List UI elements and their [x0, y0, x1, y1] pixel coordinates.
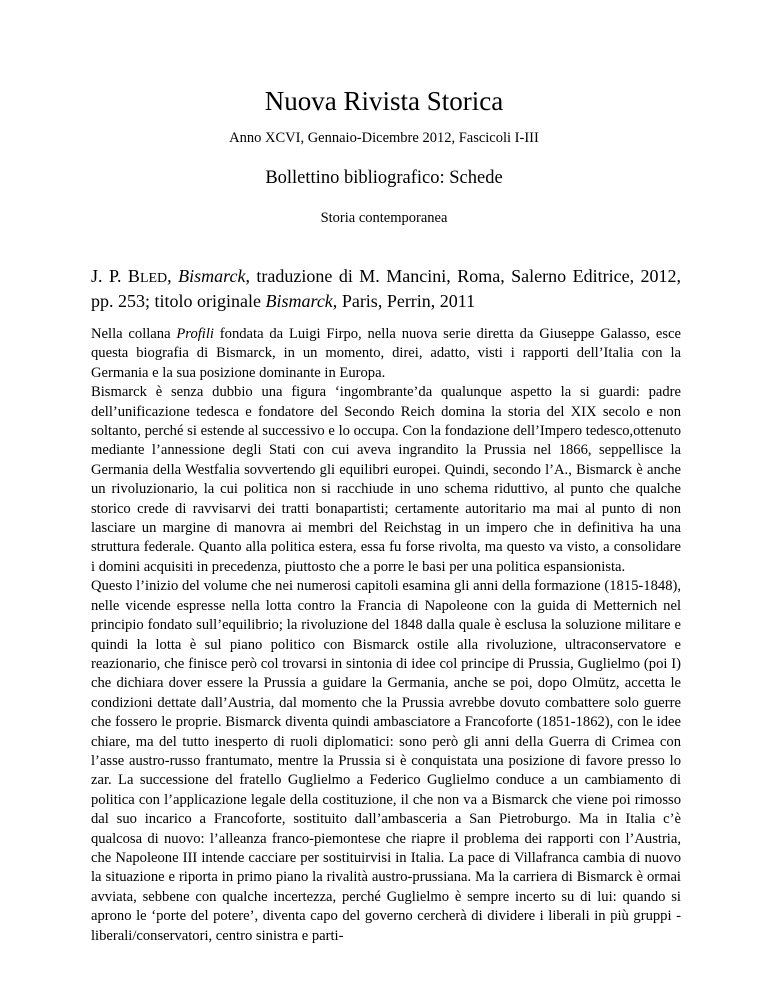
review-body	[91, 325, 681, 946]
author-surname-smallcaps: LED	[139, 271, 168, 286]
paragraph-1	[91, 325, 681, 383]
subsection-title: Storia contemporanea	[320, 210, 448, 226]
section-title: Bollettino bibliografico: Schede	[265, 168, 503, 188]
paragraph-1-text-a: Nella collana	[91, 326, 177, 342]
citation-separator: ,	[167, 266, 179, 286]
original-title: Bismarck,	[265, 291, 338, 311]
paragraph-3: Questo l’inizio del volume che nei numerosi capitoli esamina gli anni della formazione (1815-1848), nelle vicende espresse nella lotta contro la Francia di Napoleone con la guida di Metternich nel principio fondato sull’equilibrio; la rivoluzione del 1848 dalla quale è esclusa la soluzione militare e quindi la lotta è sul piano politico con Bismarck ostile alla rivoluzione, ultraconservatore e reazionario, che finisce però col trovarsi in sintonia di idee col principe di Prussia, Guglielmo (poi I) che dichiara dover essere la Prussia a guidare la Germania, anche se poi, dopo Olmütz, accetta le condizioni dettate dall’Austria, dal momento che la Prussia avrebbe dovuto combattere solo guerre che fossero le proprie. Bismarck diventa quindi ambasciatore a Francoforte (1851-1862), con le idee chiare, ma del tutto inesperto di ruoli diplomatici: sono però gli anni della Guerra di Crimea con l’asse austro-russo frantumato, mentre la Prussia si è conquistata una posizione di favore presso lo zar. La successione del fratello Guglielmo a Federico Guglielmo conduce a un cambiamento di politica con l’applicazione legale della costituzione, il che non va a Bismarck che viene poi rimosso dal suo incarico a Francoforte, sostituito dall’ambasceria a San Pietroburgo. Ma in Italia c’è qualcosa di nuovo: l’alleanza franco-piemontese che riapre il problema dei rapporti con l’Austria, che Napoleone III intende cacciare per sostituirvisi in Italia. La pace di Villafranca cambia di nuovo la situazione e riporta in primo piano la rivalità austro-prussiana. Ma la carriera di Bismarck è ormai avviata, sebbene con qualche incertezza, perché Guglielmo è sempre incerto su di lui: quando si aprono le ‘porte del potere’, diventa capo del governo cercherà di dividere i liberali in più gruppi - liberali/conservatori, centro sinistra e parti-	[91, 578, 681, 944]
original-details: Paris, Perrin, 2011	[337, 291, 476, 311]
paragraph-1-text-b: fondata da Luigi Firpo, nella nuova serie diretta da Giuseppe Galasso, esce questa biografia di Bismarck, in un momento, direi, adatto, visti i rapporti dell’Italia con la Germania e la sua posizione dominante in Europa.	[91, 326, 681, 381]
issue-line: Anno XCVI, Gennaio-Dicembre 2012, Fascicoli I-III	[229, 130, 539, 146]
series-name: Profili	[176, 326, 214, 342]
journal-title: Nuova Rivista Storica	[264, 86, 504, 116]
book-citation	[91, 265, 681, 312]
citation-details: , traduzione di M. Mancini, Roma, Salerno Editrice, 2012, pp. 253; titolo originale	[91, 266, 682, 311]
book-title: Bismarck	[178, 266, 246, 286]
author-initials: J. P. B	[91, 266, 140, 286]
paragraph-2: Bismarck è senza dubbio una figura ‘ingombrante’da qualunque aspetto la si guardi: padre dell’unificazione tedesca e fondatore del Secondo Reich domina la storia del XIX secolo e non soltanto, perché si estende al successivo e lo occupa. Con la fondazione dell’Impero tedesco,ottenuto mediante l’annessione degli Stati con cui aveva ingrandito la Prussia nel 1866, seppellisce la Germania della Westfalia sovvertendo gli equilibri europei. Quindi, secondo l’A., Bismarck è anche un rivoluzionario, la cui politica non si racchiude in uno schema riduttivo, al punto che qualche storico crede di ravvisarvi dei tratti bonapartisti; certamente autoritario ma mai al punto di non lasciare un margine di manovra ai membri del Reichstag in un impero che in definitiva ha una struttura federale. Quanto alla politica estera, essa fu forse rivolta, ma questo va visto, a consolidare i domini acquisiti in precedenza, piuttosto che a porre le basi per una politica espansionista.	[91, 384, 681, 575]
